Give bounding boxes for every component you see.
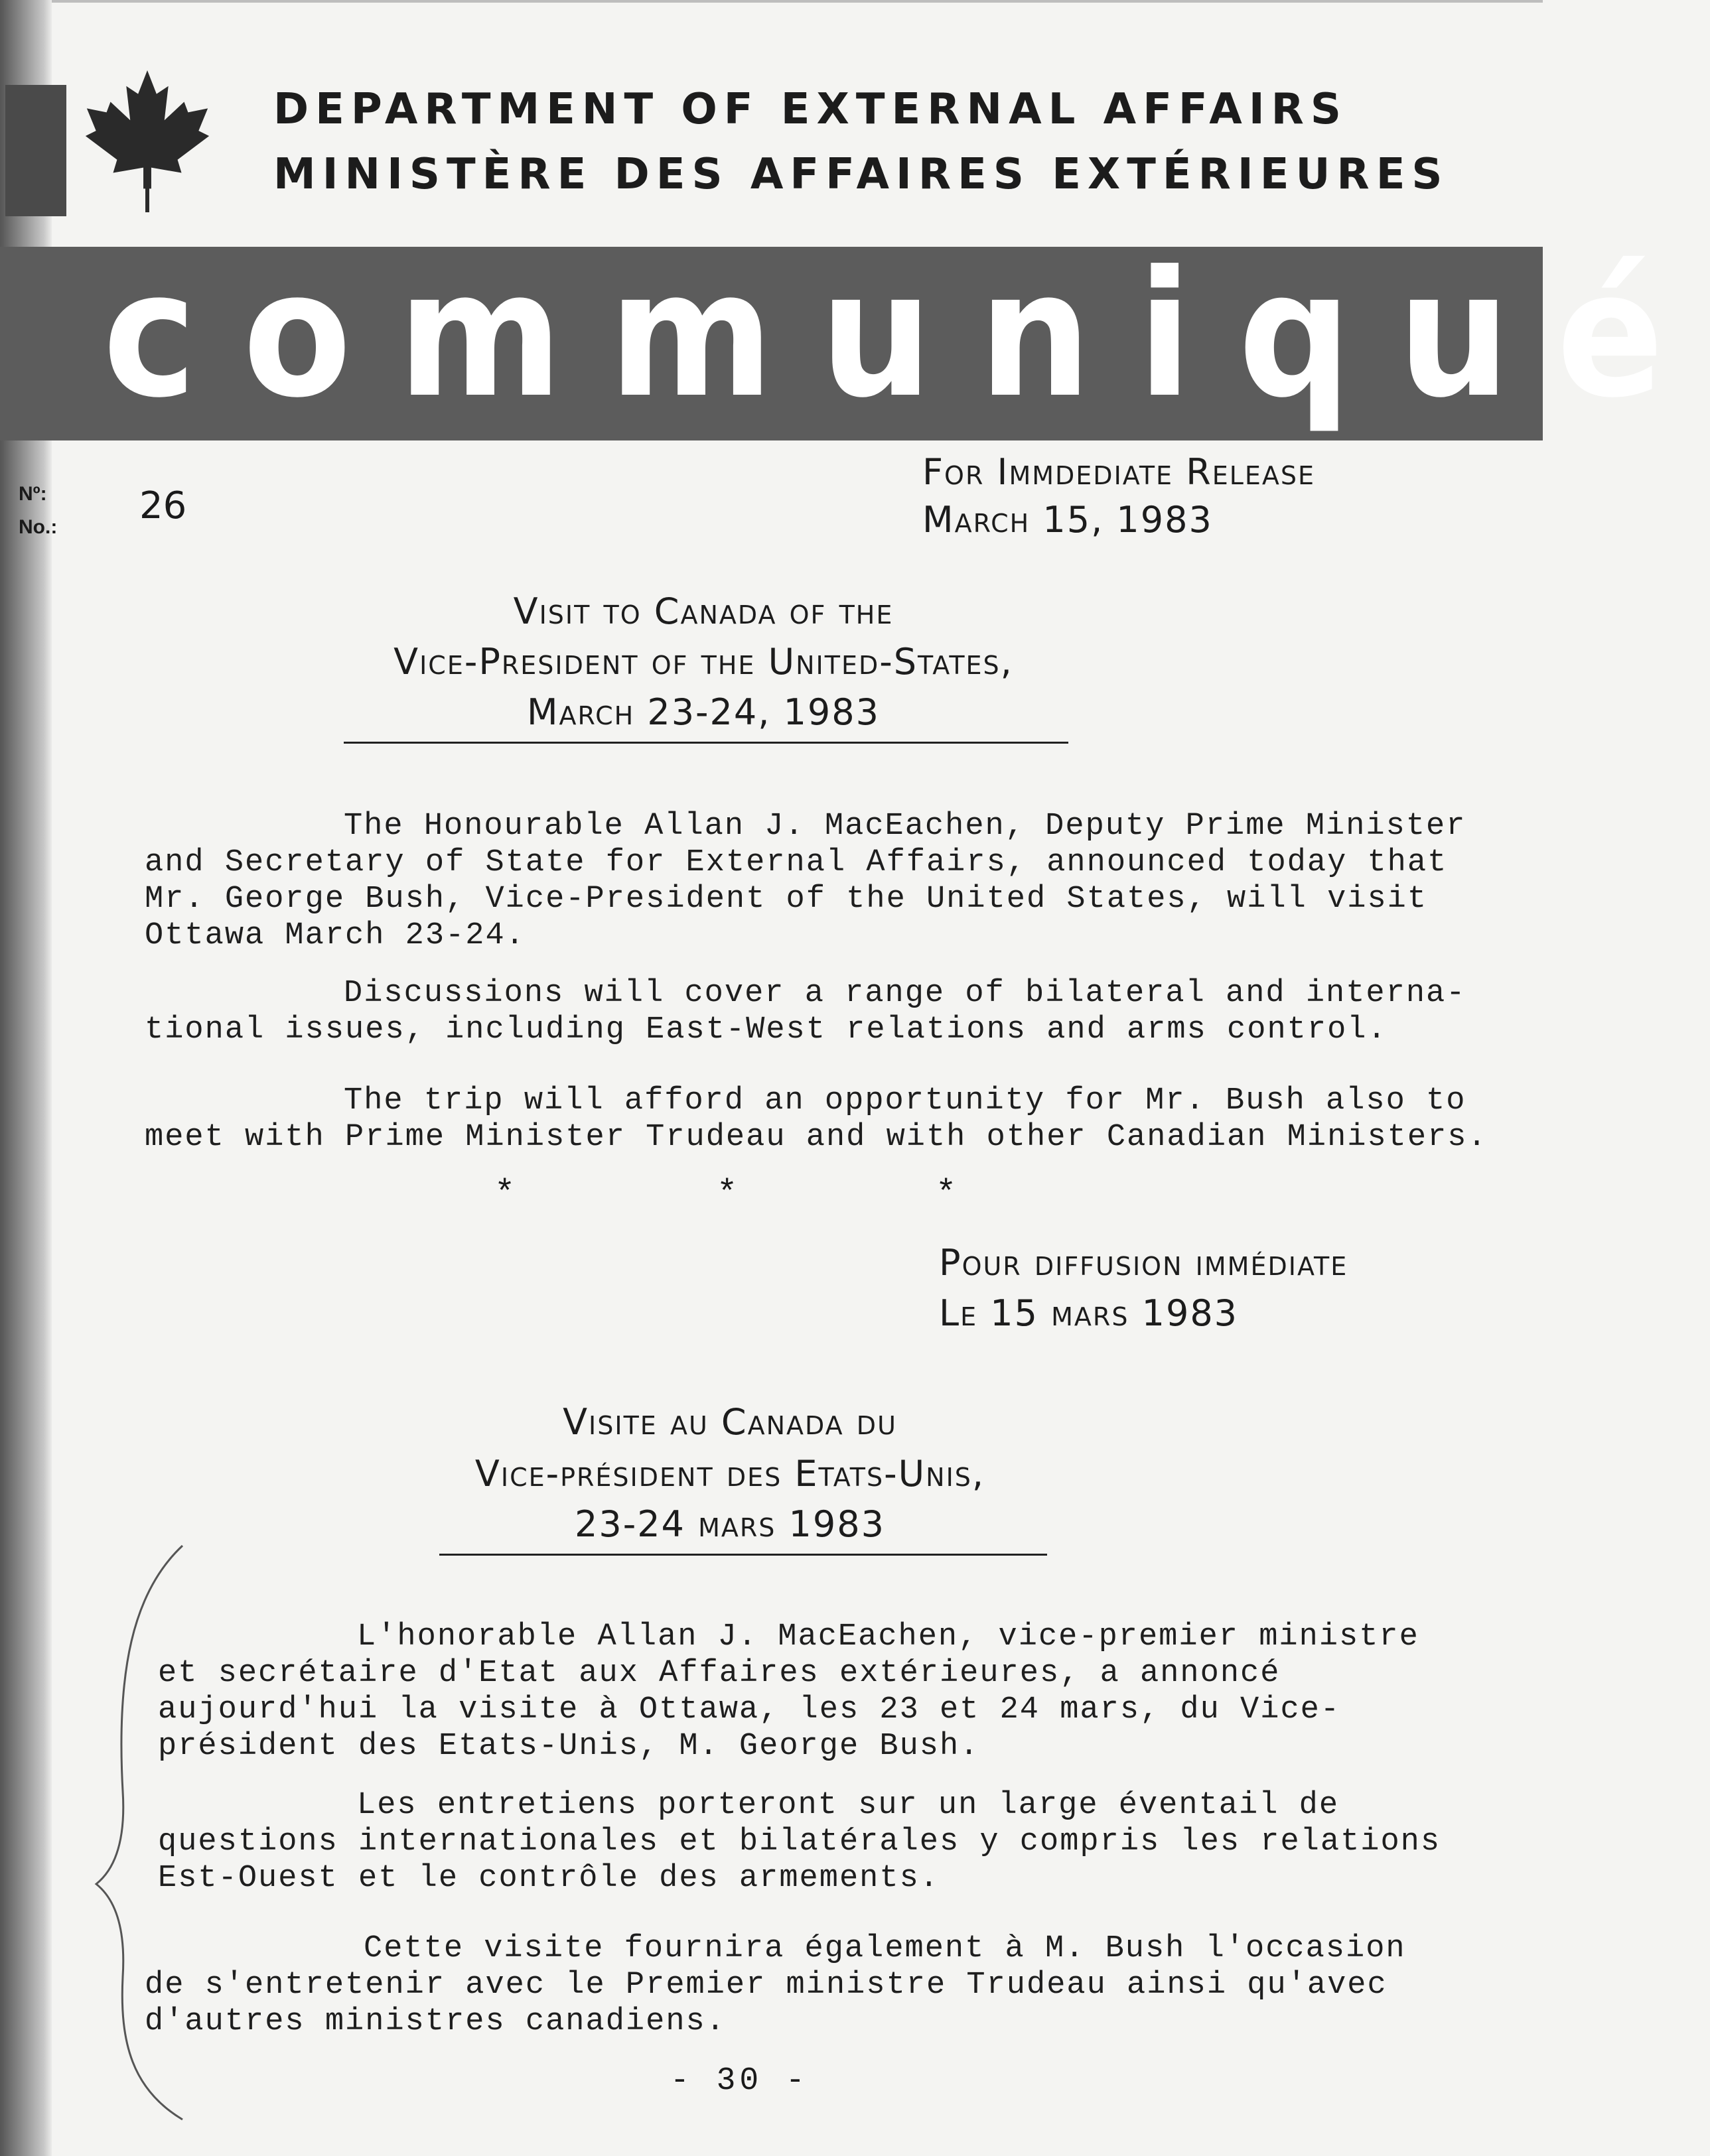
english-title-underline	[344, 742, 1068, 744]
communique-number: 26	[139, 484, 187, 527]
french-title-line-2: Vice-président des Etats-Unis,	[474, 1453, 985, 1495]
department-name-french: MINISTÈRE DES AFFAIRES EXTÉRIEURES	[273, 150, 1449, 199]
french-title-underline	[439, 1554, 1047, 1556]
number-label-french: Nº:	[19, 483, 47, 505]
french-paragraph-3: Cette visite fournira également à M. Bush l'occasion de s'entretenir avec le Premier ministre Trudeau ainsi qu'avec d'autres ministres canadiens.	[145, 1931, 1406, 2039]
page-top-edge	[52, 0, 1543, 3]
french-title-line-1: Visite au Canada du	[563, 1401, 897, 1443]
french-release-date: Le 15 mars 1983	[939, 1292, 1239, 1334]
french-title-line-3: 23-24 mars 1983	[575, 1503, 885, 1545]
english-title-line-1: Visit to Canada of the	[513, 590, 894, 632]
english-release-notice: For Immdediate Release	[922, 451, 1316, 493]
english-title-line-2: Vice-President of the United-States,	[393, 641, 1013, 683]
french-release-notice: Pour diffusion immédiate	[939, 1242, 1348, 1284]
department-name-english: DEPARTMENT OF EXTERNAL AFFAIRS	[273, 85, 1348, 134]
separator-star: *	[494, 1174, 516, 1213]
english-release-date: March 15, 1983	[922, 499, 1213, 541]
page-number: - 30 -	[670, 2063, 809, 2099]
english-title-line-3: March 23-24, 1983	[526, 691, 881, 733]
separator-star: *	[936, 1174, 957, 1213]
communique-banner-title: communiqué	[103, 234, 1710, 437]
number-label-english: No.:	[19, 516, 58, 538]
english-paragraph-2: Discussions will cover a range of bilateral and interna- tional issues, including East-West relations and arms control.	[145, 976, 1466, 1047]
english-paragraph-1: The Honourable Allan J. MacEachen, Deputy Prime Minister and Secretary of State for External Affairs, announced today that Mr. George Bush, Vice-President of the United States, will visit Ottawa March 23-24.	[145, 809, 1466, 953]
french-paragraph-1: L'honorable Allan J. MacEachen, vice-premier ministre et secrétaire d'Etat aux Affaires extérieures, a annoncé aujourd'hui la visite à Ottawa, les 23 et 24 mars, du Vice- président des Etats-Unis, M. George Bush.	[158, 1619, 1419, 1764]
english-paragraph-3: The trip will afford an opportunity for Mr. Bush also to meet with Prime Minister Trudeau and with other Canadian Ministers.	[145, 1083, 1488, 1155]
separator-star: *	[717, 1174, 738, 1213]
binder-tab-mark	[5, 85, 66, 216]
french-paragraph-2: Les entretiens porteront sur un large éventail de questions internationales et bilatérales y compris les relations Est-Ouest et le contrôle des armements.	[158, 1788, 1441, 1896]
maple-leaf-icon	[81, 68, 214, 212]
